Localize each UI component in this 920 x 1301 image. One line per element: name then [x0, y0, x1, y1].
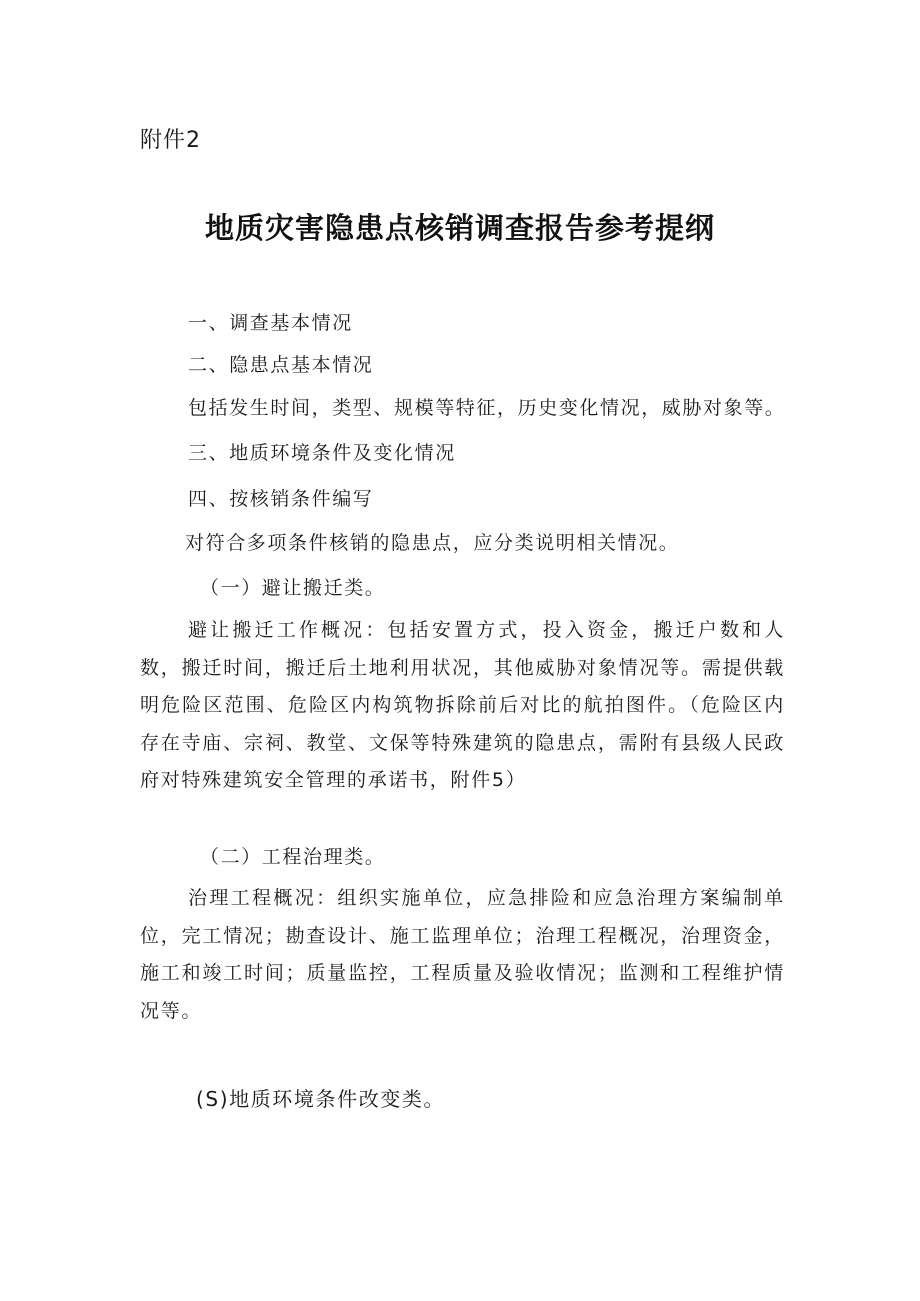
document-title: 地质灾害隐患点核销调查报告参考提纲 [204, 211, 715, 245]
subsection-2-paragraph: 治理工程概况：组织实施单位，应急排险和应急治理方案编制单位，完工情况；勘查设计、施工监理单位；治理工程概况，治理资金，施工和竣工时间；质量监控，工程质量及验收情况；监测和工程维护情况等。 [140, 887, 785, 1022]
subsection-1-paragraph: 避让搬迁工作概况：包括安置方式，投入资金，搬迁户数和人数，搬迁时间，搬迁后土地利用状况，其他威胁对象情况等。需提供载明危险区范围、危险区内构筑物拆除前后对比的航拍图件。（危险区内存在寺庙、宗祠、教堂、文保等特殊建筑的隐患点，需附有县级人民政府对特殊建筑安全管理的承诺书，附件5） [140, 619, 785, 791]
attachment-label: 附件2 [140, 128, 201, 153]
subsection-heading-2: （二）工程治理类。 [200, 846, 386, 868]
section-heading-3: 三、地质环境条件及变化情况 [188, 442, 456, 464]
section-heading-1: 一、调查基本情况 [188, 312, 353, 334]
section-4-intro: 对符合多项条件核销的隐患点，应分类说明相关情况。 [185, 532, 680, 554]
section-2-text: 包括发生时间，类型、规模等特征，历史变化情况，威胁对象等。 [188, 397, 786, 419]
section-heading-2: 二、隐患点基本情况 [188, 354, 374, 376]
section-heading-4: 四、按核销条件编写 [188, 488, 374, 510]
subsection-heading-3: (S)地质环境条件改变类。 [196, 1087, 446, 1111]
subsection-heading-1: （一）避让搬迁类。 [200, 577, 386, 599]
